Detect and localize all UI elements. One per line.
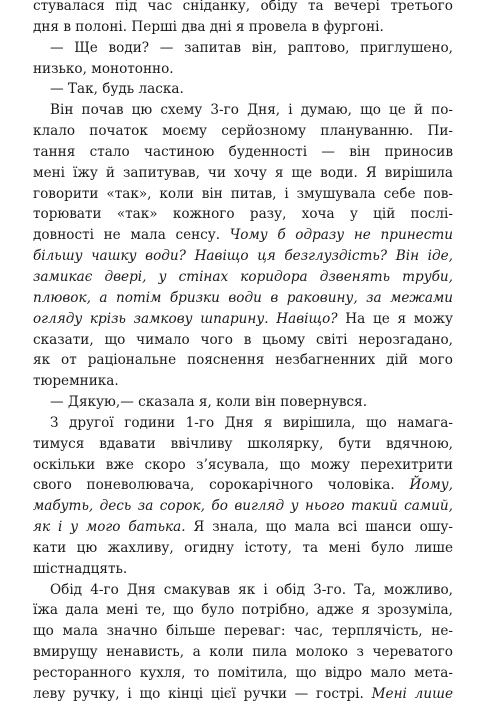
text-line <box>33 121 453 142</box>
text-line <box>33 330 453 351</box>
text-run: дня в полоні. Перші два дні я провела в фургоні. <box>33 18 384 35</box>
text-line <box>33 142 453 163</box>
text-run: сказати, що чимало чого в цьому світі нерозгадано, <box>33 331 453 348</box>
italic-text: плювок, а потім бризки води в раковину, за межами <box>33 289 453 306</box>
italic-text: огляду крізь замкову шпарину. Навіщо? <box>33 310 338 327</box>
text-line <box>33 684 453 705</box>
text-run: низько, монотонно. <box>33 60 174 77</box>
text-line <box>33 59 453 80</box>
text-line <box>33 642 453 663</box>
text-run: кати цю жахливу, огидну істоту, та мені було лише <box>33 539 453 556</box>
italic-text: мабуть, десь за сорок, бо вигляд у нього такий самий, <box>33 498 453 515</box>
text-line <box>33 79 453 100</box>
text-line <box>33 163 453 184</box>
text-line <box>33 350 453 371</box>
text-line <box>33 288 453 309</box>
text-line <box>33 309 453 330</box>
text-run: мені їжу й запитував, чи хочу я ще води. Я вирішила <box>33 164 453 181</box>
text-line <box>33 225 453 246</box>
text-line <box>33 267 453 288</box>
italic-text: Мені лише <box>371 685 453 702</box>
text-line <box>33 184 453 205</box>
italic-text: замикає двері, у стінах коридора дзвенять труби, <box>33 268 453 285</box>
italic-text: більшу чашку води? Навіщо ця безглуздість? Він іде, <box>33 248 453 265</box>
text-line <box>33 17 453 38</box>
text-line <box>33 204 453 225</box>
text-line <box>33 413 453 434</box>
text-run: Він почав цю схему 3-го Дня, і думаю, що це й по- <box>50 102 453 119</box>
text-run: ресторанного кухля, то помітила, що відро мало мета- <box>33 665 453 681</box>
text-run: як от раціональне пояснення незбагненних дій мого <box>33 352 453 369</box>
text-line <box>33 538 453 559</box>
text-line <box>33 559 453 580</box>
text-line <box>33 580 453 601</box>
text-line <box>33 38 453 59</box>
text-run: вмирущу ненависть, а коли пила молоко з череватого <box>33 644 453 661</box>
text-run: На це я можу <box>337 310 453 327</box>
text-line <box>33 246 453 267</box>
text-run: — Ще води? — запитав він, раптово, приглушено, <box>50 39 453 56</box>
text-line <box>33 475 453 496</box>
text-line <box>33 0 453 17</box>
text-run: довності не мала сенсу. <box>33 227 230 244</box>
text-run: тання стало частиною буденності — він приносив <box>33 143 453 160</box>
text-line <box>33 517 453 538</box>
text-run: що мала значно більше переваг: час, терплячість, не- <box>33 623 453 640</box>
text-run: свого поневолювача, сорокарічного чоловіка. <box>33 477 410 494</box>
text-run: клало початок моєму серйозному плануванню. Пи- <box>33 123 453 140</box>
text-line <box>33 455 453 476</box>
text-line <box>33 392 453 413</box>
text-run: Я знала, що мала всі шанси ошу- <box>185 519 453 536</box>
text-run: леву ручку, і що кінці цієї ручки — гострі. <box>33 685 372 702</box>
text-line <box>33 371 453 392</box>
text-run: торювати «так» кожного разу, хоча у цій послі- <box>33 206 453 223</box>
text-run: Обід 4-го Дня смакував як і обід 3-го. Та, можливо, <box>50 581 453 598</box>
text-run: тюремника. <box>33 373 119 390</box>
italic-text: як і у мого батька. <box>33 519 186 536</box>
text-line <box>33 496 453 517</box>
text-run: — Дякую,— сказала я, коли він повернувся. <box>50 394 368 411</box>
text-line <box>33 434 453 455</box>
text-run: шістнадцять. <box>33 560 128 577</box>
text-run: З другої години 1-го Дня я вирішила, що намага- <box>50 414 453 431</box>
text-run: тимуся вдавати ввічливу школярку, бути вдячною, <box>33 435 453 452</box>
text-run: стувалася під час сніданку, обіду та вечері третього <box>33 0 453 14</box>
body-text <box>33 0 453 705</box>
italic-text: Чому б одразу не принести <box>229 227 453 244</box>
text-line <box>33 600 453 621</box>
text-run: їжа дала мені те, що було потрібно, адже я зрозуміла, <box>33 602 453 619</box>
text-run: оскільки вже скоро з’ясувала, що можу перехитрити <box>33 456 453 473</box>
italic-text: Йому, <box>409 477 453 494</box>
text-run: говорити «так», коли він питав, і змушувала себе пов- <box>33 185 453 202</box>
text-run: — Так, будь ласка. <box>50 81 184 98</box>
text-line <box>33 100 453 121</box>
text-line <box>33 663 453 684</box>
